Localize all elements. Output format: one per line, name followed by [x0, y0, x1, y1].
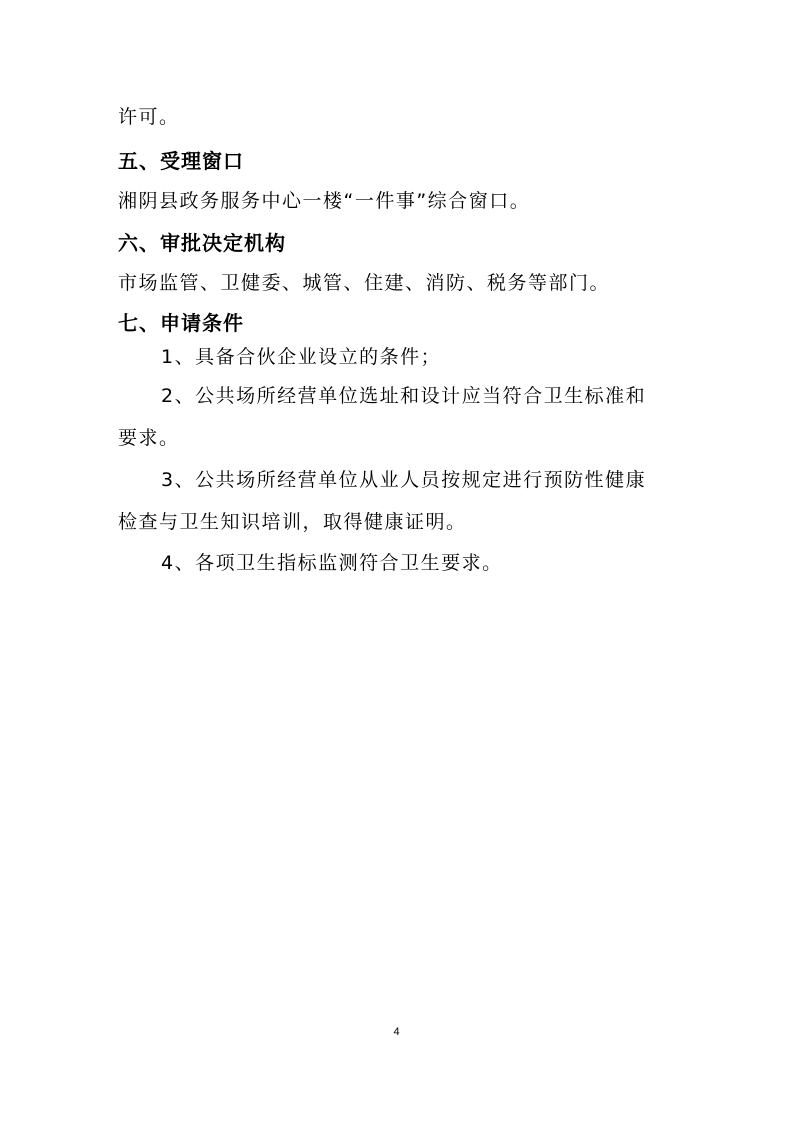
condition-item-1: 1、具备合伙企业设立的条件；: [161, 346, 442, 368]
condition-item-3-continuation: 检查与卫生知识培训，取得健康证明。: [118, 511, 467, 533]
condition-item-3: 3、公共场所经营单位从业人员按规定进行预防性健康: [161, 469, 647, 491]
paragraph-acceptance-window: 湘阴县政务服务中心一楼“一件事”综合窗口。: [118, 190, 531, 212]
section-heading-approval-authority: 六、审批决定机构: [118, 231, 286, 255]
page-number: 4: [393, 1026, 400, 1038]
condition-item-2: 2、公共场所经营单位选址和设计应当符合卫生标准和: [161, 385, 647, 407]
section-heading-application-conditions: 七、申请条件: [118, 311, 244, 335]
paragraph-continuation: 许可。: [118, 106, 180, 128]
section-heading-acceptance-window: 五、受理窗口: [118, 149, 244, 173]
paragraph-approval-authority: 市场监管、卫健委、城管、住建、消防、税务等部门。: [118, 272, 611, 294]
condition-item-2-continuation: 要求。: [118, 427, 180, 449]
condition-item-4: 4、各项卫生指标监测符合卫生要求。: [161, 552, 503, 574]
